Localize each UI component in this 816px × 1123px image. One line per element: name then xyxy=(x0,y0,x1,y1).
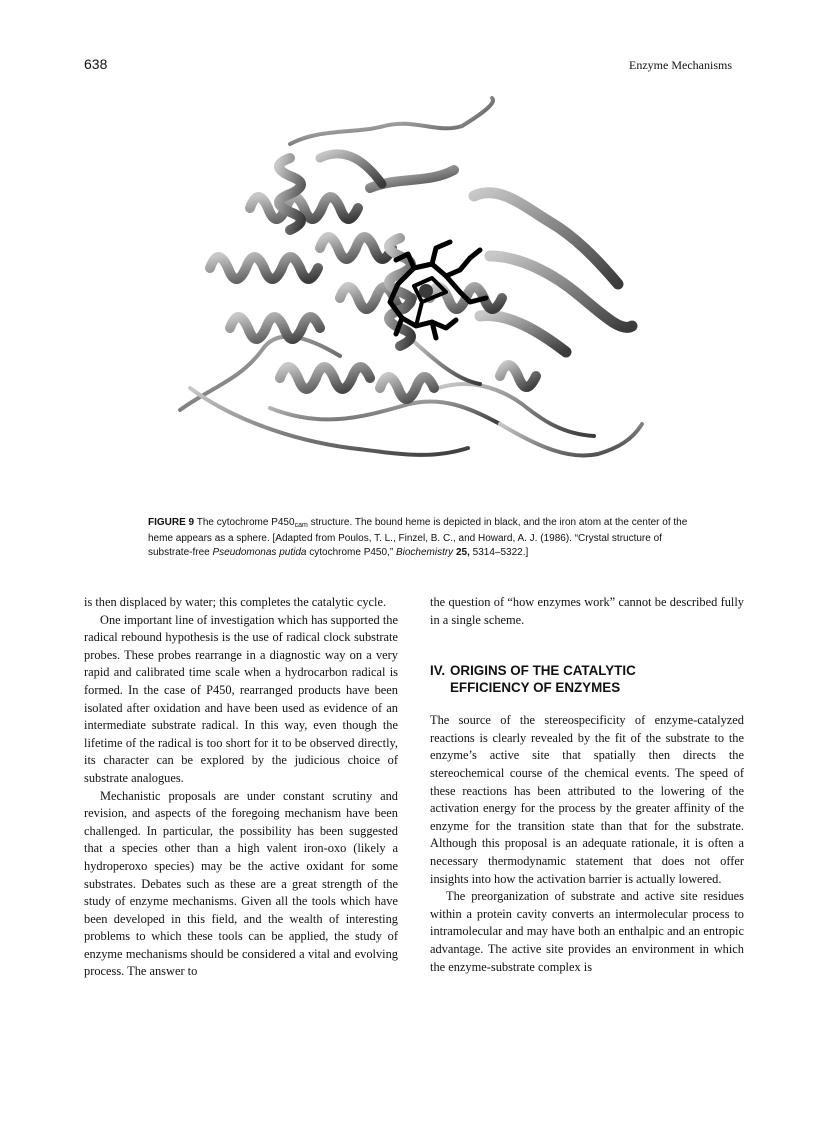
alpha-helix xyxy=(500,365,536,387)
right-column xyxy=(430,594,744,976)
protein-structure-figure xyxy=(170,88,646,512)
coil-loop xyxy=(438,384,594,436)
left-column xyxy=(84,594,398,981)
caption-species: Pseudomonas putida xyxy=(212,546,307,558)
section-number: IV. xyxy=(430,663,446,679)
coil-loop xyxy=(270,401,500,424)
caption-text: 5314–5322.] xyxy=(469,546,529,558)
alpha-helix xyxy=(320,237,392,259)
alpha-helix xyxy=(230,317,320,339)
iron-atom xyxy=(419,284,433,298)
running-title: Enzyme Mechanisms xyxy=(629,58,732,72)
paragraph: the question of “how enzymes work” cannot be described fully in a single scheme. xyxy=(430,595,744,627)
coil-loop xyxy=(290,124,462,144)
paragraph: The preorganization of substrate and active site residues within a protein cavity converts an intermolecular process to intramolecular and may have both an enthalpic and an entropic advantage. The active site provides an environment in which the enzyme-substrate complex is xyxy=(430,889,744,974)
paragraph: is then displaced by water; this completes the catalytic cycle. xyxy=(84,595,387,609)
alpha-helix xyxy=(280,367,370,389)
beta-strand xyxy=(320,154,382,184)
paragraph: Mechanistic proposals are under constant scrutiny and revision, and aspects of the foregoing mechanism have been challenged. In particular, the possibility has been suggested that a species other than a high valent iron-oxo (likely a hydroperoxo species) may be the active oxidant for some substrates. Debates such as these are a great strength of the study of enzyme mechanisms. Given all the tools which have been developed in this field, and the wealth of interesting problems to which these tools can be applied, the study of enzyme mechanisms should be considered a vital and evolving process. The answer to xyxy=(84,788,398,979)
alpha-helix xyxy=(380,377,434,399)
paragraph: One important line of investigation which has supported the radical rebound hypothesis is the use of radical clock substrate probes. These probes rearrange in a diagnostic way on a very rapid and calibrated time scale when a hydrocarbon radical is formed. In the case of P450, rearranged products have been isolated after oxidation and have been used as evidence of an intermediate substrate radical. In this way, even though the lifetime of the radical is too short for it to be observed directly, its character can be explored by the judicious choice of substrate analogues. xyxy=(84,612,398,785)
caption-subscript: cam xyxy=(294,522,308,529)
coil-loop xyxy=(500,424,642,456)
section-title-line2: EFFICIENCY OF ENZYMES xyxy=(450,680,621,696)
section-title-line1: ORIGINS OF THE CATALYTIC xyxy=(450,663,636,679)
caption-text: structure. The bound heme is depicted in black, and the iron atom at the center of the heme appears as a sphere. [Adapted from Poulos, T. L., Finzel, B. C., and Howard, A. J. (1986). “Crystal structure of substrate-free xyxy=(148,517,688,558)
figure-caption xyxy=(148,516,688,559)
figure-label: FIGURE 9 xyxy=(148,517,195,528)
alpha-helix xyxy=(210,257,318,279)
coil-loop xyxy=(462,98,493,126)
coil-loop xyxy=(190,388,468,455)
beta-strand xyxy=(480,315,566,352)
protein-ribbon-illustration xyxy=(170,88,646,512)
caption-journal: Biochemistry xyxy=(395,546,454,558)
paragraph: The source of the stereospecificity of enzyme-catalyzed reactions is clearly revealed by the fit of the substrate to the enzyme’s active site that spatially then directs the stereochemical course of the chemical events. The speed of these reactions has been attributed to the lowering of the activation energy for the process by the greater affinity of the enzyme for the transition state than that for the substrate. Although this proposal is an adequate rationale, it is often a necessary thermodynamic statement that does not offer insights into how the activation barrier is actually lowered. xyxy=(430,713,744,886)
caption-volume: 25, xyxy=(453,546,470,558)
page-number: 638 xyxy=(84,56,108,72)
caption-text: cytochrome P450,” xyxy=(306,546,396,558)
section-heading xyxy=(430,662,744,696)
caption-text: The cytochrome P450 xyxy=(194,517,295,528)
